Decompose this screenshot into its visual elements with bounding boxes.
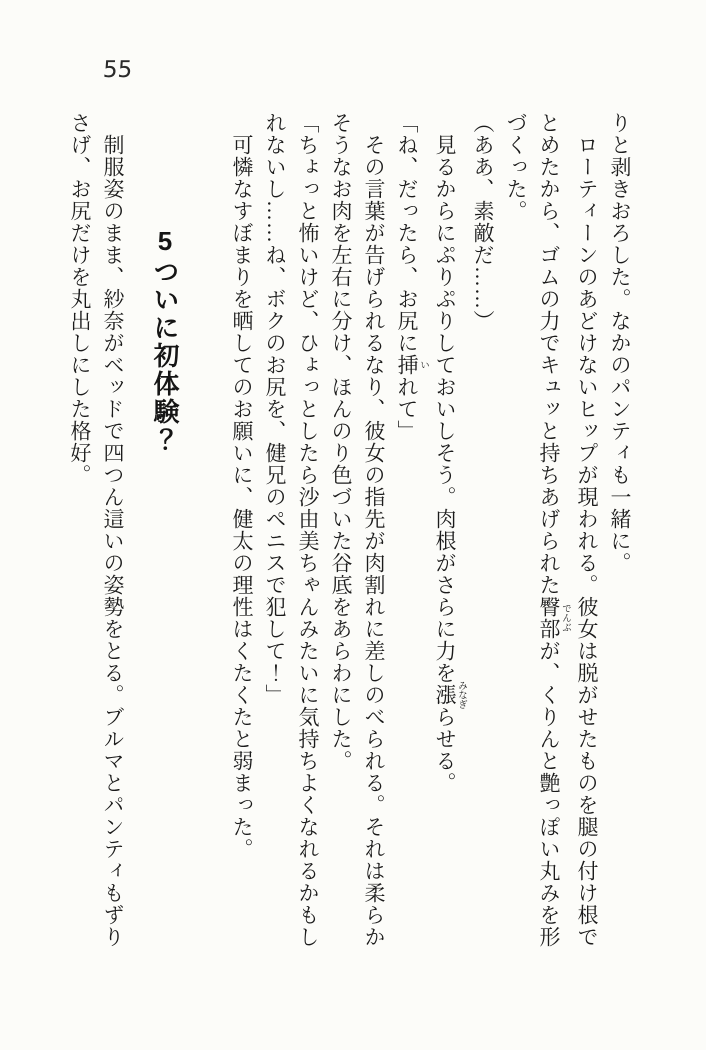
ruby-annotation: 漲 みなぎ bbox=[433, 680, 466, 710]
ruby-annotation: 臀部 でんぶ bbox=[537, 596, 570, 640]
text-column: れないし……ね、ボクのお尻を、健兄のペニスで犯して！」 bbox=[263, 112, 287, 706]
chapter-heading bbox=[142, 112, 187, 952]
text-column: 「ちょっと怖いけど、ひょっとしたら沙由美ちゃんみたいに気持ちよくなれるかもし bbox=[296, 112, 320, 948]
text-column: さげ、お尻だけを丸出しにした格好。 bbox=[68, 112, 92, 486]
text-column: 可憐なすぼまりを晒してのお願いに、健太の理性はくたくたと弱まった。 bbox=[230, 134, 254, 860]
text-column: りと剥きおろした。なかのパンティも一緒に。 bbox=[608, 112, 632, 574]
text-column: 制服姿のまま、紗奈がベッドで四つん這いの姿勢をとる。ブルマとパンティもずり bbox=[101, 134, 125, 948]
chapter-number: 5 bbox=[157, 228, 173, 254]
text-column: とめたから、ゴムの力でキュッと持ちあげられた臀部 でんぶが、くりんと艶っぽい丸みを形 bbox=[537, 112, 570, 948]
text-column: 「ね、だったら、お尻に挿 いれて」 bbox=[395, 112, 428, 442]
text-column: づくった。 bbox=[504, 112, 528, 222]
text-column: 見るからにぷりぷりしておいしそう。肉根がさらに力を漲 みなぎらせる。 bbox=[433, 134, 466, 794]
chapter-title: ついに初体験？ bbox=[150, 258, 180, 454]
text-column: ローティーンのあどけないヒップが現われる。彼女は脱がせたものを腿の付け根で bbox=[575, 134, 599, 948]
ruby-annotation: 挿 い bbox=[395, 354, 428, 376]
vertical-text-block bbox=[68, 112, 636, 952]
text-column: そうなお肉を左右に分け、ほんのり色づいた谷底をあらわにした。 bbox=[329, 112, 353, 772]
text-column: （ああ、素敵だ……） bbox=[471, 112, 495, 332]
text-column: その言葉が告げられるなり、彼女の指先が肉割れに差しのべられる。それは柔らか bbox=[362, 134, 386, 948]
page-number: 55 bbox=[102, 57, 134, 83]
